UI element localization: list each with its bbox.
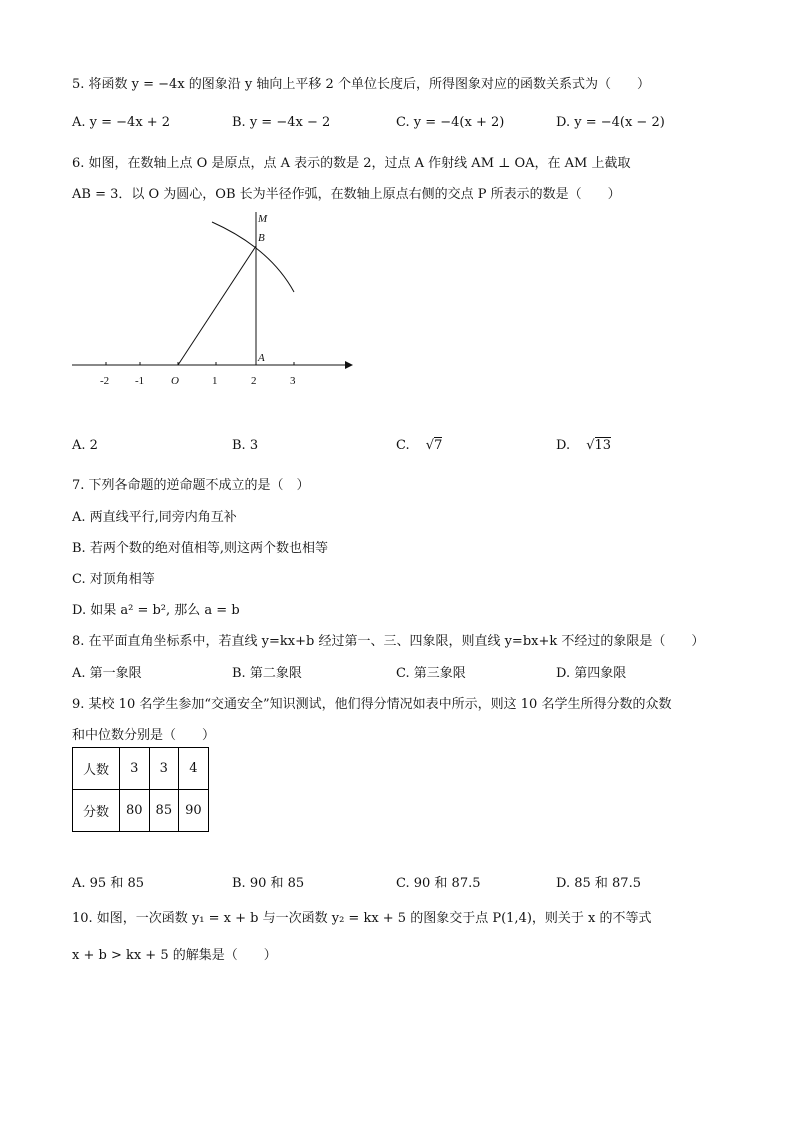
q6-option-d-label: D. [556,438,571,453]
tick-label: -1 [135,375,145,387]
table-cell: 3 [120,748,150,790]
radicand: 7 [434,438,443,453]
label-b: B [258,232,265,244]
q8-option-a[interactable]: A. 第一象限 [72,666,142,681]
tick-label: 3 [290,375,296,387]
q7-option-b[interactable]: B. 若两个数的绝对值相等,则这两个数也相等 [72,541,328,556]
table-row [73,748,209,790]
table-cell: 3 [149,748,179,790]
score-table [72,747,209,832]
label-a: A [258,352,265,364]
q10-stem-line1: 10. 如图，一次函数 y₁ = x + b 与一次函数 y₂ = kx + 5 的图象交于点 P(1,4)，则关于 x 的不等式 [72,911,652,926]
q10-stem-line2: x + b > kx + 5 的解集是（ ） [72,948,277,963]
q8-stem: 8. 在平面直角坐标系中，若直线 y=kx+b 经过第一、三、四象限，则直线 y=bx+k 不经过的象限是（ ） [72,634,705,649]
table-row [73,790,209,832]
q9-option-b[interactable]: B. 90 和 85 [232,876,305,891]
tick-label: -2 [100,375,110,387]
q7-option-c[interactable]: C. 对顶角相等 [72,572,155,587]
label-o: O [171,375,179,387]
q5-stem: 5. 将函数 y = −4x 的图象沿 y 轴向上平移 2 个单位长度后，所得图象对应的函数关系式为（ ） [72,77,650,92]
q7-stem: 7. 下列各命题的逆命题不成立的是（ ） [72,478,310,493]
q8-option-c[interactable]: C. 第三象限 [396,666,466,681]
q6-option-b[interactable]: B. 3 [232,438,259,453]
q5-option-d[interactable]: D. y = −4(x − 2) [556,115,665,130]
q9-stem-line1: 9. 某校 10 名学生参加“交通安全”知识测试，他们得分情况如表中所示，则这 10 名学生所得分数的众数 [72,697,672,712]
segment-ob [178,246,256,365]
tick-label: 2 [251,375,257,387]
q8-option-b[interactable]: B. 第二象限 [232,666,302,681]
table-cell: 4 [179,748,209,790]
q6-option-c-label: C. [396,438,410,453]
q6-option-c[interactable] [396,438,442,453]
q9-option-d[interactable]: D. 85 和 87.5 [556,876,641,891]
table-cell: 80 [120,790,150,832]
table-cell: 人数 [73,748,120,790]
table-cell: 90 [179,790,209,832]
q6-option-d[interactable] [556,438,611,453]
table-cell: 85 [149,790,179,832]
arc-ob [212,222,294,292]
q8-option-d[interactable]: D. 第四象限 [556,666,627,681]
q9-option-a[interactable]: A. 95 和 85 [72,876,145,891]
q6-option-a[interactable]: A. 2 [72,438,98,453]
q7-option-d[interactable]: D. 如果 a² = b², 那么 a = b [72,603,240,618]
q9-option-c[interactable]: C. 90 和 87.5 [396,876,481,891]
tick-label: 1 [212,375,218,387]
q6-stem-line1: 6. 如图，在数轴上点 O 是原点，点 A 表示的数是 2，过点 A 作射线 AM ⊥ OA，在 AM 上截取 [72,156,631,171]
sqrt-icon: √ [425,438,435,453]
label-m: M [258,213,268,225]
q5-option-b[interactable]: B. y = −4x − 2 [232,115,331,130]
q6-figure [66,208,362,390]
q7-option-a[interactable]: A. 两直线平行,同旁内角互补 [72,510,237,525]
radicand: 13 [594,438,612,453]
q6-stem-line2: AB = 3．以 O 为圆心，OB 长为半径作弧，在数轴上原点右侧的交点 P 所表示的数是（ ） [72,187,621,202]
sqrt-icon: √ [586,438,595,453]
q5-option-a[interactable]: A. y = −4x + 2 [72,115,171,130]
table-cell: 分数 [73,790,120,832]
q5-option-c[interactable]: C. y = −4(x + 2) [396,115,505,130]
q9-stem-line2: 和中位数分别是（ ） [72,728,216,743]
